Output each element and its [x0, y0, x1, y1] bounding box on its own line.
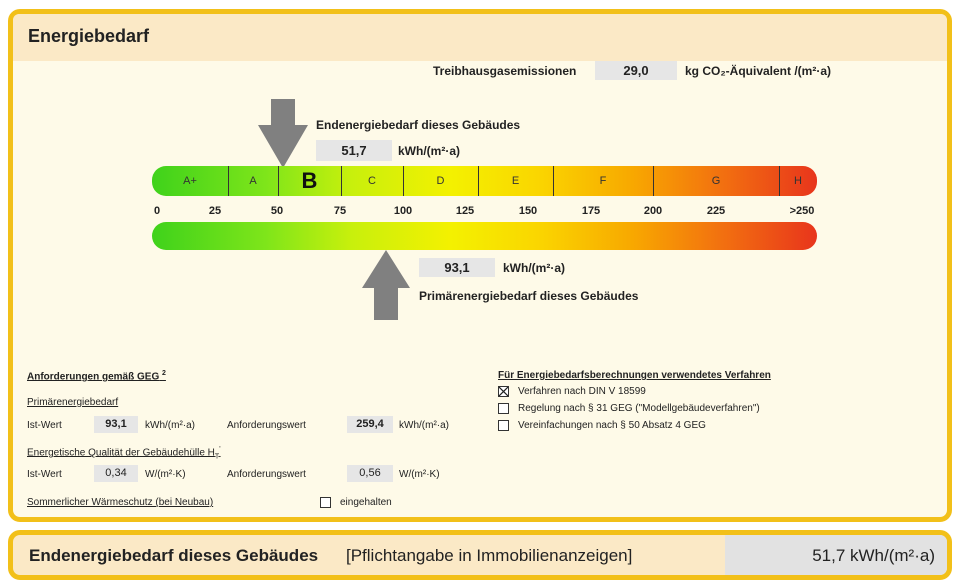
huelle-sub: T — [214, 453, 220, 461]
scale-tick: 150 — [518, 205, 538, 217]
class-divider — [228, 166, 229, 196]
footer-value: 51,7 kWh/(m²·a) — [812, 546, 935, 565]
verfahren-modell-checkbox[interactable] — [498, 403, 509, 414]
scale-tick: 25 — [208, 205, 222, 217]
class-divider — [553, 166, 554, 196]
verfahren-vereinfachung-checkbox[interactable] — [498, 420, 509, 431]
huelle-anf-value: 0,56 — [347, 465, 393, 482]
class-divider — [478, 166, 479, 196]
primaerenergie-unit: kWh/(m²·a) — [503, 261, 565, 275]
scale-tick: 100 — [393, 205, 413, 217]
class-g: G — [711, 175, 721, 187]
footer-subtitle: [Pflichtangabe in Immobilienanzeigen] — [346, 546, 633, 565]
energy-class-bar — [152, 166, 817, 196]
emissions-value: 29,0 — [595, 61, 677, 80]
checkmark-x-icon — [499, 387, 508, 396]
verfahren-modell-label: Regelung nach § 31 GEG ("Modellgebäudeverfahren") — [518, 403, 760, 414]
sommer-label: Sommerlicher Wärmeschutz (bei Neubau) — [27, 497, 214, 508]
huelle-sup: ' — [219, 446, 221, 453]
footer-value-box — [725, 535, 947, 575]
class-a-plus: A+ — [183, 175, 197, 187]
class-c: C — [368, 175, 376, 187]
scale-tick: 200 — [643, 205, 663, 217]
huelle-ist-label: Ist-Wert — [27, 469, 62, 480]
ist-unit: kWh/(m²·a) — [145, 420, 195, 431]
panel-header — [13, 14, 947, 61]
emissions-unit: kg CO₂-Äquivalent /(m²·a) — [685, 64, 832, 78]
anforderung-unit: kWh/(m²·a) — [399, 420, 449, 431]
primary-energy-bar — [152, 222, 817, 250]
primaer-section-title: Primärenergiebedarf — [27, 397, 119, 408]
class-divider — [403, 166, 404, 196]
footer-title: Endenergiebedarf dieses Gebäudes — [29, 546, 319, 565]
endenergie-arrow-icon — [258, 99, 308, 169]
scale-tick: 0 — [153, 205, 161, 217]
scale-tick: 50 — [270, 205, 284, 217]
huelle-ist-value: 0,34 — [94, 465, 138, 482]
verfahren-vereinfachung-label: Vereinfachungen nach § 50 Absatz 4 GEG — [518, 420, 706, 431]
huelle-ist-unit: W/(m²·K) — [145, 469, 186, 480]
eingehalten-checkbox[interactable] — [320, 497, 331, 508]
emissions-label: Treibhausgasemissionen — [433, 64, 577, 78]
scale-tick: 75 — [333, 205, 347, 217]
class-h: H — [794, 175, 802, 187]
requirements-title — [27, 370, 166, 382]
class-f: F — [599, 175, 607, 187]
endenergie-label: Endenergiebedarf dieses Gebäudes — [316, 118, 521, 132]
primaerenergie-value: 93,1 — [419, 258, 495, 277]
verfahren-din-checkbox[interactable] — [498, 386, 509, 397]
scale-tick: 225 — [706, 205, 726, 217]
ist-label: Ist-Wert — [27, 420, 62, 431]
class-divider — [341, 166, 342, 196]
verfahren-din-label: Verfahren nach DIN V 18599 — [518, 386, 646, 397]
endenergie-unit: kWh/(m²·a) — [398, 144, 460, 158]
footer-panel — [8, 530, 952, 580]
huelle-title-text: Energetische Qualität der Gebäudehülle H — [27, 447, 215, 459]
huelle-anf-label: Anforderungswert — [227, 469, 306, 480]
class-e: E — [511, 175, 520, 187]
scale-tick: 125 — [455, 205, 475, 217]
endenergie-value: 51,7 — [316, 140, 392, 161]
huelle-section-title — [27, 446, 221, 460]
class-d: D — [436, 175, 445, 187]
ist-value: 93,1 — [94, 416, 138, 433]
class-divider — [653, 166, 654, 196]
panel-title: Energiebedarf — [28, 26, 150, 46]
anforderung-value: 259,4 — [347, 416, 393, 433]
scale-tick: 175 — [581, 205, 601, 217]
scale-tick: >250 — [789, 205, 815, 217]
class-b-active: B — [301, 168, 318, 193]
class-a: A — [249, 175, 257, 187]
huelle-anf-unit: W/(m²·K) — [399, 469, 440, 480]
requirements-title-text: Anforderungen gemäß GEG — [27, 371, 160, 383]
primaerenergie-arrow-icon — [362, 250, 410, 320]
class-divider — [278, 166, 279, 196]
verfahren-title: Für Energiebedarfsberechnungen verwendetes Verfahren — [498, 370, 771, 381]
class-divider — [779, 166, 780, 196]
requirements-footnote: 2 — [162, 370, 166, 377]
primaerenergie-label: Primärenergiebedarf dieses Gebäudes — [419, 289, 639, 303]
eingehalten-label: eingehalten — [340, 497, 392, 508]
anforderung-label: Anforderungswert — [227, 420, 306, 431]
